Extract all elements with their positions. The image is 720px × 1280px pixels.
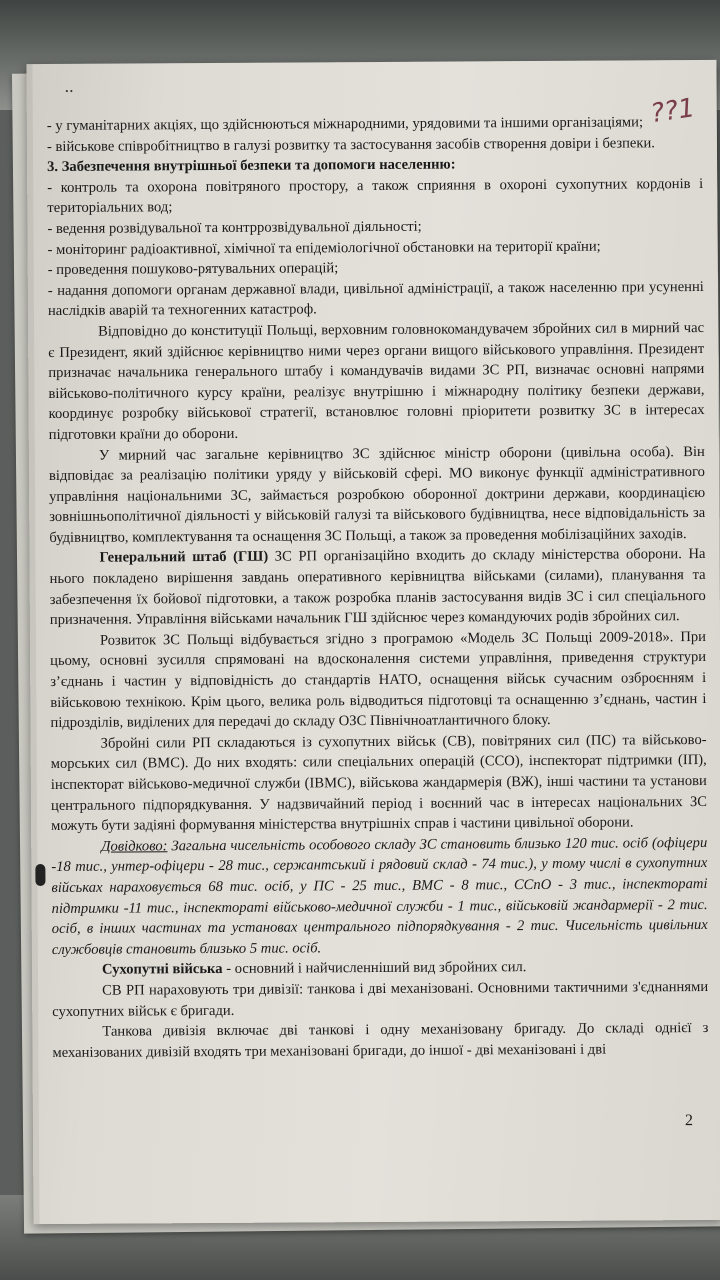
bullet-item: - у гуманітарних акціях, що здійснюються міжнародними, урядовими та іншими організаціями; [46,114,644,134]
document-page [26,60,720,1224]
paragraph: Танкова дивізія включає дві танкові і одну механізовану бригаду. До складі однієї з механізованих дивізій входять три механізовані бригади, до іншої - дві механізовані і дві [52,1020,709,1061]
paragraph: Відповідно до конституції Польщі, верховним головнокомандувачем збройних сил в мирний час є Президент, який здійснює керівництво ними через органи вищого військового управління. Президент призначає начальника генерального штабу і командувачів видами ЗС РП, визначає основні напрями військово-політичного курсу країни, реалізує внутрішню і міжнародну політику безпеки держави, координує розробку військової стратегії, встановлює головні пріоритети розвитку ЗС в інтересах підготовки країни до оборони. [48,319,705,443]
paragraph: Розвиток ЗС Польщі відбувається згідно з програмою «Модель ЗС Польщі 2009-2018». При цьому, основні зусилля спрямовані на вдосконалення системи управління, приведення структури з’єднань і частин у відповідність до стандартів НАТО, оснащення військ сучасним озброєнням і військовою технікою. Крім цього, велика роль відводиться підготовці та оснащенню з’єднань, частин і підрозділів, виділених для передачі до складу ОЗС Північноатлантичного блоку. [50,628,707,732]
paragraph: Збройні сили РП складаються із сухопутних військ (СВ), повітряних сил (ПС) та військово-морських сил (ВМС). До них входять: сили спеціальних операцій (ССО), інспекторат підтримки (ІП), інспекторат військово-медичної служби (ІВМС), військова жандармерія (ВЖ), інші частини та установи центрального підпорядкування. У надзвичайний період і воєнний час в інтересах національних ЗС можуть бути задіяні формування міністерства внутрішніх справ і частини цивільної оборони. [50,731,708,835]
paragraph-text: ЗС РП організаційно входить до складу міністерства оборони. На нього покладено вирішення завдань оперативного керівництва військами (силами), планування та забезпечення їх бойової підготовки, а також розробка планів застосування видів ЗС і сил спеціального призначення. Управління військами начальник ГШ здійснює через командуючих родів збройних сил. [49,546,706,629]
paragraph [49,544,705,630]
document-body [47,112,710,1204]
note-text: Загальна чисельність особового складу ЗС становить близько 120 тис. осіб (офіцери -18 тис., унтер-офіцери - 28 тис., сержантський і рядовий склад - 74 тис.), у тому числі в сухопутних військах нараховується 68 тис. осіб, у ПС - 25 тис., ВМС - 8 тис., ССпО - 3 тис., інспектораті підтримки -11 тис., інспектораті військово-медичної служби - 1 тис., військовій жандармерії - 2 тис. осіб, в інших частинах та установах центрального підпорядкування - 2 тис. Чисельність цивільних службовців становить близько 5 тис. осіб. [51,834,708,958]
note-lead: Довідково: [101,838,168,855]
paragraph-lead: Сухопутні війська [101,961,223,979]
paragraph-text: - основний і найчисленніший вид збройних сил. [222,959,527,978]
reference-note [51,833,708,961]
bullet-item: - військове співробітництво в галузі розвитку та застосування засобів створення довіри і безпеки. [46,134,655,155]
page-number: 2 [684,1112,693,1130]
section-heading: 3. Забезпечення внутрішньої безпеки та допомоги населенню: [47,156,456,176]
paragraph: У мирний час загальне керівництво ЗС здійснює міністр оборони (цивільна особа). Він відповідає за реалізацію політики уряду у військовій сфері. МО виконує функції адміністративного управління національними ЗС, займається розробкою оборонної доктрини держави, координацією зовнішньополітичної діяльності у військовій галузі та військового будівництва, несе відповідальність за будівництво, комплектування та оснащення ЗС Польщі, а також за проведення мобілізаційних заходів. [48,443,706,546]
paragraph-lead: Генеральний штаб (ГШ) [99,549,269,567]
bullet-item: - моніторинг радіоактивної, хімічної та епідеміологічної обстановки на території країни; [47,238,601,258]
top-dots: .. [64,75,74,96]
paragraph: СВ РП нараховують три дивізії: танкова і дві механізовані. Основними тактичними з'єднаннями сухопутних військ є бригади. [52,978,709,1020]
bullet-item: - проведення пошуково-рятувальних операцій; [47,260,339,279]
handwritten-annotation: ??1 [648,93,697,130]
bullet-item: - ведення розвідувальної та контррозвідувальної діяльності; [47,218,422,237]
bullet-item: - контроль та охорона повітряного простору, а також сприяння в охороні сухопутних кордонів і територіальних вод; [47,175,704,217]
bullet-item: - надання допомоги органам державної влади, цивільної адміністрації, а також населенню при усуненні наслідків аварій та техногенних катастроф. [47,278,704,320]
binder-hole [35,864,45,886]
